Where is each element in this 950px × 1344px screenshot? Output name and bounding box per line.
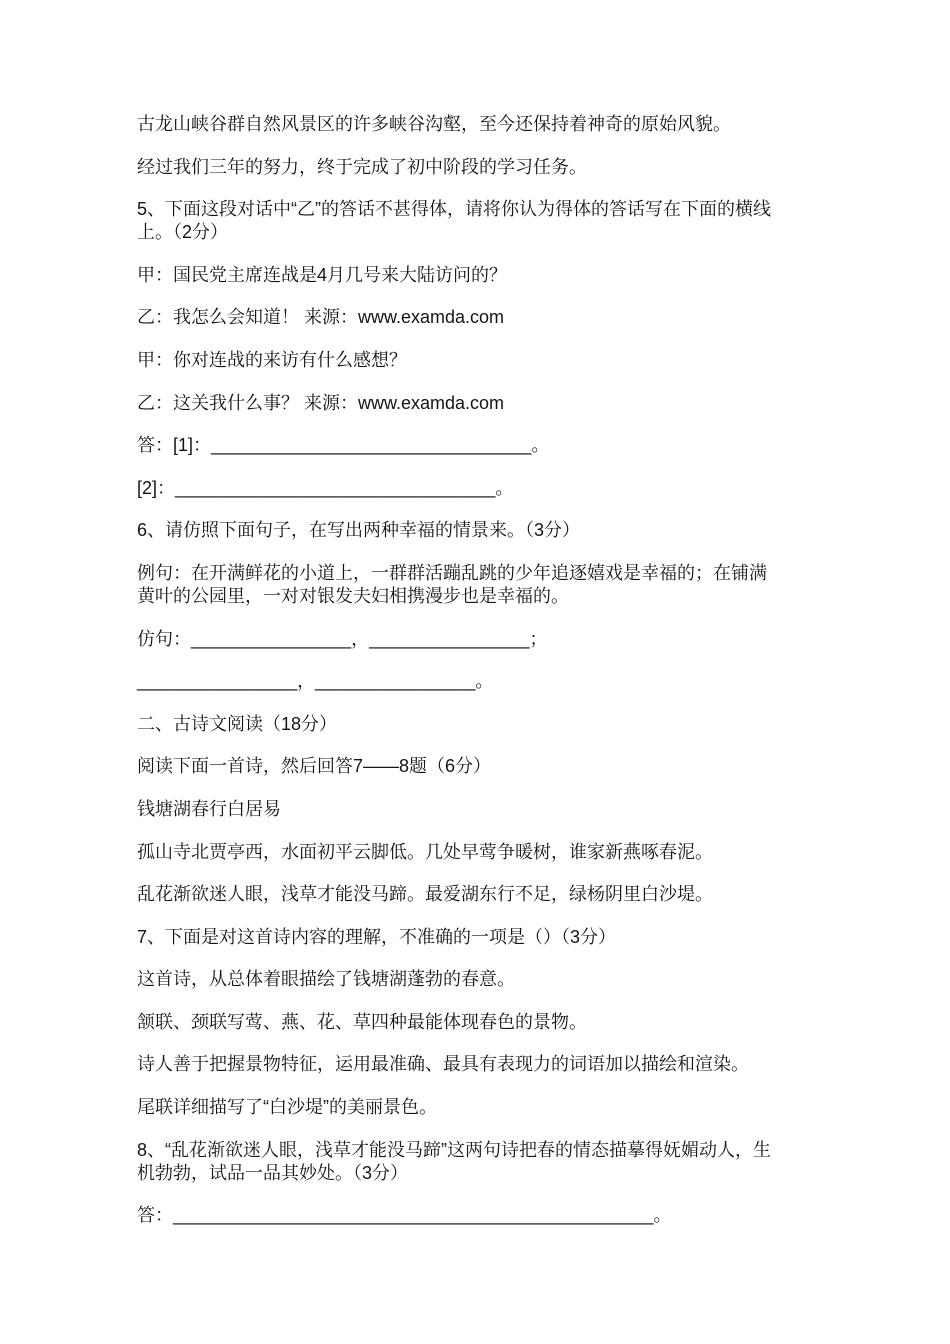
text-line: 乱花渐欲迷人眼，浅草才能没马蹄。最爱湖东行不足，绿杨阴里白沙堤。 xyxy=(137,884,713,905)
text-line: 古龙山峡谷群自然风景区的许多峡谷沟壑，至今还保持着神奇的原始风貌。 xyxy=(137,114,731,134)
text-line: 7、下面是对这首诗内容的理解，不准确的一项是（）（3分） xyxy=(137,926,617,947)
imitation-blank-2 xyxy=(137,670,837,693)
text-line: 尾联详细描写了“白沙堤”的美丽景色。 xyxy=(137,1097,437,1118)
text-line: 经过我们三年的努力，终于完成了初中阶段的学习任务。 xyxy=(137,156,587,177)
answer-blank-8 xyxy=(137,1204,837,1227)
text-line: 5、下面这段对话中“乙”的答话不甚得体，请将你认为得体的答话写在下面的横线 xyxy=(137,199,771,220)
text-line: 乙：这关我什么事？ 来源：www.examda.com xyxy=(137,392,505,413)
text-line: 上。（2分） xyxy=(137,222,229,243)
text-line: 机勃勃，试品一品其妙处。（3分） xyxy=(137,1162,409,1183)
text-line: 答：[1]：________________________________。 xyxy=(137,435,550,456)
text-line: 答：________________________________________________。 xyxy=(137,1205,672,1226)
text-line: 仿句：________________，________________； xyxy=(137,628,548,649)
poem-title xyxy=(137,798,837,821)
document-body xyxy=(137,113,837,1247)
text-line: 诗人善于把握景物特征，运用最准确、最具有表现力的词语加以描绘和渲染。 xyxy=(137,1054,749,1075)
text-line: 这首诗，从总体着眼描绘了钱塘湖蓬勃的春意。 xyxy=(137,969,515,990)
text-line: 8、“乱花渐欲迷人眼，浅草才能没马蹄”这两句诗把春的情态描摹得妩媚动人，生 xyxy=(137,1139,771,1160)
sentence-three-years xyxy=(137,156,837,179)
text-line: 钱塘湖春行白居易 xyxy=(137,798,281,819)
text-line: 二、古诗文阅读（18分） xyxy=(137,713,338,734)
text-line: 6、请仿照下面句子，在写出两种幸福的情景来。（3分） xyxy=(137,520,581,541)
imitation-blank-1 xyxy=(137,628,837,651)
text-line: 乙：我怎么会知道！ 来源：www.examda.com xyxy=(137,307,505,328)
question-5-prompt xyxy=(137,198,837,244)
text-line: [2]：________________________________。 xyxy=(137,477,514,498)
question-8-prompt xyxy=(137,1139,837,1185)
text-line: 黄叶的公园里，一对对银发夫妇相携漫步也是幸福的。 xyxy=(137,585,569,606)
answer-blank-1 xyxy=(137,434,837,457)
question-7-prompt xyxy=(137,926,837,949)
section-2-heading xyxy=(137,713,837,736)
text-line: 甲：国民党主席连战是4月几号来大陆访问的？ xyxy=(137,264,508,285)
text-line: 阅读下面一首诗，然后回答7——8题（6分） xyxy=(137,756,492,777)
option-2 xyxy=(137,1011,837,1034)
reading-instruction xyxy=(137,755,837,778)
dialogue-yi-1 xyxy=(137,306,837,329)
option-1 xyxy=(137,968,837,991)
text-line: 颔联、颈联写莺、燕、花、草四种最能体现春色的景物。 xyxy=(137,1011,587,1032)
text-line: ________________，________________。 xyxy=(137,671,494,692)
poem-line-1 xyxy=(137,841,837,864)
option-3 xyxy=(137,1053,837,1076)
answer-blank-2 xyxy=(137,477,837,500)
dialogue-jia-2 xyxy=(137,349,837,372)
text-line: 甲：你对连战的来访有什么感想？ xyxy=(137,349,407,370)
poem-line-2 xyxy=(137,883,837,906)
dialogue-jia-1 xyxy=(137,264,837,287)
dialogue-yi-2 xyxy=(137,392,837,415)
text-line: 孤山寺北贾亭西，水面初平云脚低。几处早莺争暖树，谁家新燕啄春泥。 xyxy=(137,841,713,862)
sentence-gulongshan xyxy=(137,113,837,136)
option-4 xyxy=(137,1096,837,1119)
example-sentence xyxy=(137,562,837,608)
text-line: 例句：在开满鲜花的小道上，一群群活蹦乱跳的少年追逐嬉戏是幸福的；在铺满 xyxy=(137,562,767,583)
question-6-prompt xyxy=(137,519,837,542)
